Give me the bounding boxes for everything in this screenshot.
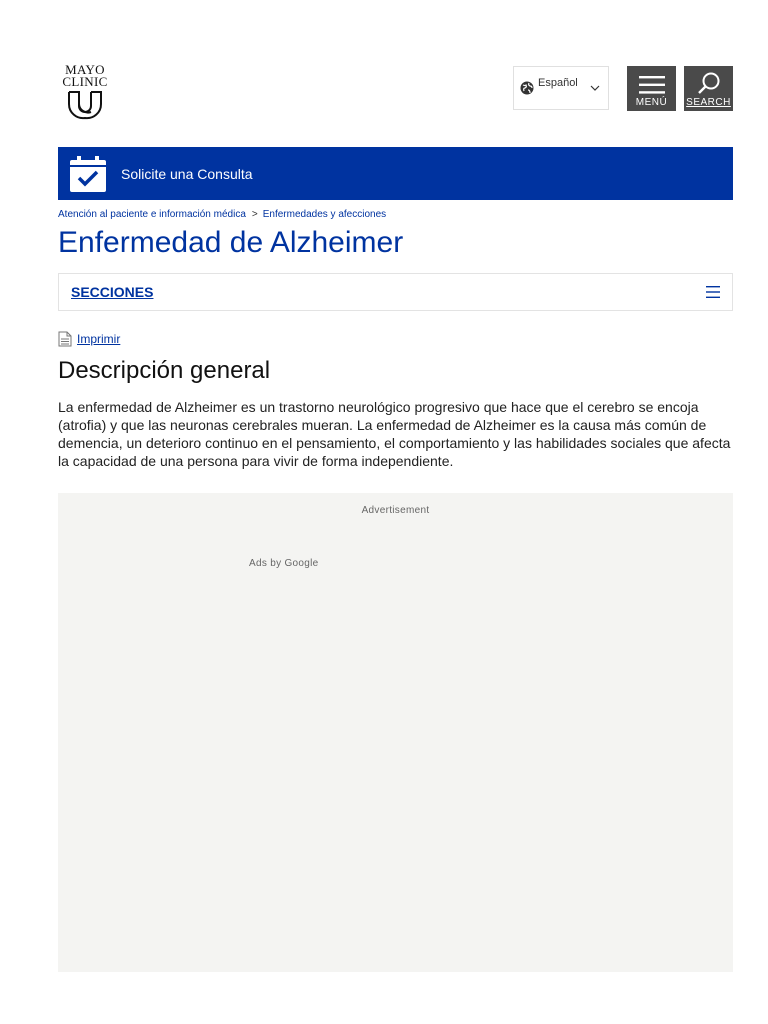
sections-dropdown[interactable]: [58, 273, 733, 311]
document-icon: [58, 331, 72, 347]
search-button[interactable]: [684, 66, 733, 111]
intro-paragraph: La enfermedad de Alzheimer es un trastorno neurológico progresivo que hace que el cerebro se encoja (atrofia) y que las neuronas cerebrales mueran. La enfermedad de Alzheimer es la causa más común de demencia, un deterioro continuo en el pensamiento, el comportamiento y las habilidades sociales que afecta la capacidad de una persona para vivir de forma independiente.: [58, 399, 731, 469]
list-menu-icon: [706, 286, 720, 298]
menu-button[interactable]: [627, 66, 676, 111]
section-heading: Descripción general: [58, 357, 271, 384]
request-appointment-label: Solicite una Consulta: [121, 165, 253, 182]
language-label: Español: [538, 77, 578, 89]
breadcrumb: [58, 209, 386, 220]
advertisement-container: [58, 493, 733, 972]
shield-logo-icon: [58, 88, 112, 120]
logo-text-line1: MAYO: [65, 62, 105, 77]
logo-text-line2: CLINIC: [62, 74, 108, 89]
calendar-check-icon: [70, 156, 106, 192]
page-title: Enfermedad de Alzheimer: [58, 226, 404, 259]
globe-icon: [520, 81, 534, 95]
breadcrumb-link-patient-care[interactable]: Atención al paciente e información médica: [58, 209, 246, 220]
request-appointment-banner[interactable]: [58, 147, 733, 200]
search-label: SEARCH: [686, 97, 731, 108]
breadcrumb-separator-icon: >: [251, 209, 258, 220]
print-link[interactable]: [58, 331, 120, 347]
chevron-down-icon: [590, 83, 600, 93]
language-selector[interactable]: [513, 66, 609, 110]
menu-label: MENÚ: [635, 97, 668, 108]
search-icon: [697, 72, 721, 94]
sections-label: SECCIONES: [71, 284, 154, 300]
hamburger-icon: [639, 76, 665, 94]
ads-by-google-label[interactable]: Ads by Google: [249, 558, 319, 569]
breadcrumb-link-diseases[interactable]: Enfermedades y afecciones: [262, 209, 387, 220]
print-label: Imprimir: [77, 332, 121, 346]
advertisement-label: Advertisement: [361, 505, 430, 516]
mayo-clinic-logo[interactable]: [58, 64, 112, 122]
